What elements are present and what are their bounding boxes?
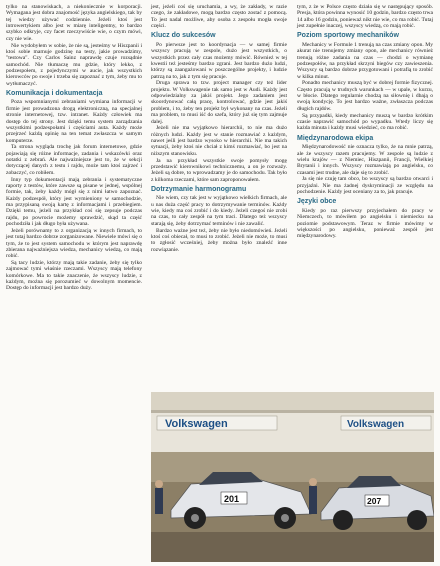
banner-left-text: Volkswagen: [165, 418, 228, 430]
paragraph: Poza wspomnianymi zebraniami wymiana informacji w firmie jest prowadzona drogą elektroniczną, na specjalnej stronie internetowej, tzw. intranet. Każdy człowiek ma dostęp do tej strony. Jest dzięki temu system zarządzania wszystkimi podzespołami i częściami auta. Każdy może przejrzeć każdą opinię na ten temat zwłaszcza w samym komputerze.: [6, 99, 142, 144]
floor-shadow: [151, 532, 434, 562]
banner-right-text: Volkswagen: [347, 419, 405, 430]
paragraph: tylko na stanowiskach, a niekoniecznie w korporacji. Wymagana jest dobra znajomość języka angielskiego, tak by tej wiedzy używać codziennie. Jeżeli ktoś jest introwertykiem albo jest w miarę inteligentny, to bardzo szybko odkryje, czy facet rzeczywiście wie, o czym mówi, czy nie wie.: [6, 4, 142, 42]
paragraph: Kiedy po raz pierwszy przyjechałem do pracy w Niemczech, to mówiłem po angielsku i niemiecku na poziomie podstawowym. Teraz w firmie mówimy w większości po angielsku, ponieważ zespół jest międzynarodowy.: [297, 207, 433, 240]
paragraph: tym, z że w Polsce często działa się w następujący sposób. Presja, która powinna wynosić 10 godzin, bardzo często trwa 14 albo 16 godzin, ponieważ nikt nie wie, co ma robić. Tutaj jest zupełnie inaczej, wszyscy wiedzą, co mają robić.: [297, 4, 433, 30]
car-number-right: 207: [367, 496, 382, 506]
paragraph: jest, jeżeli coś się uruchamia, a wy, że zakłady, w razie czego, że zakładowe, mogą bardzo często zostać z pomocą. To jest nadal możliwe, aby osoba z zespołu mogła swoje części.: [151, 4, 287, 30]
paragraph: Jeżeli porównamy to z organizacją w innych firmach, to jest tutaj bardzo dobrze zorganizowane. Niewiele mówi się o tym, że to jest system samochodu w którym jest naprawdę zbierana najważniejsza wiedza, mechanicy wiedzą, co mają robić.: [6, 227, 142, 260]
photo-illustration: [151, 392, 434, 562]
paragraph: Mechanicy w Formule 1 trenują na czas zmiany opon. My akurat nie trenujemy zmiany opon, ale mechanicy również trenują różne zadania na czas — chodzi o wymianę podzespołów, na przykład skrzyni biegów czy zawieszenia. Wszyscy są bardzo dobrze przygotowani i potrafią to zrobić w kilka minut.: [297, 41, 433, 80]
section-heading: Poziom sportowy mechaników: [297, 32, 399, 40]
paragraph: Nie wiem, czy tak jest w wyjątkowo wielkich firmach, ale u nas duża część pracy to dotrzymywanie terminów. Każdy wie, kiedy ma coś zrobić i do kiedy. Jeżeli czegoś nie zrobi na czas, to cały zespół na tym traci. Dlatego też wszyscy starają się, żeby dotrzymać terminów i nie zawalić.: [151, 195, 287, 227]
text-column-1: [6, 4, 142, 292]
paragraph: Są przypadki, kiedy mechanicy muszą w bardzo krótkim czasie naprawić samochód po wypadku. Wtedy liczy się każda minuta i każdy musi wiedzieć, co ma robić.: [297, 112, 433, 132]
paragraph: Ja na przykład wszystkie swoje pomysły mogę przedstawić kierownikowi technicznemu, a on je rozważy. Jeżeli są dobre, to wprowadzamy je do samochodu. Tak było z kilkoma rzeczami, które sam zaproponowałem.: [151, 157, 287, 183]
paragraph: Ta strona wygląda trochę jak forum internetowe, gdzie pojawiają się różne informacje, zadania i wskazówki oraz notatki z zebrań. Ale najważniejsze jest to, że w sekcji dotyczącej danych z testu i rajdu, może tam ktoś zajrzeć i zobaczyć, co robiłem.: [6, 144, 142, 176]
service-park-photo: [151, 392, 434, 562]
tent-edge: [151, 410, 434, 413]
paragraph: Bardzo ważne jest też, żeby nie było niedomówień. Jeżeli ktoś coś obiecał, to musi to zrobić. Jeżeli nie może, to musi to zgłosić wcześniej, żeby można było znaleźć inne rozwiązanie.: [151, 227, 287, 253]
paragraph: Międzynarodowość nie oznacza tylko, że na mnie patrzą, ale że wszyscy razem pracujemy. W zespole są ludzie z wielu krajów — z Niemiec, Hiszpanii, Francji, Wielkiej Brytanii i innych. Wszyscy rozmawiają po angielsku, co czasami jest trudne, ale daje się to zrobić.: [297, 144, 433, 176]
paragraph: Ja się nie czuję tam obco, bo wszyscy są bardzo otwarci i przyjaźni. Nie ma żadnej dyskryminacji ze względu na pochodzenie. Każdy jest oceniany za to, jak pracuje.: [297, 176, 433, 196]
paragraph: Nie wydobyłem w sobie, że nie są, jesteśmy w Hiszpanii i ktoś sobie marnuje godzinę na testy, jakie prowadzimy, "testowa". Czy Carlos Sainz naprawdę czuje rozsądnie samochód. Nie tłumaczę mu gdzie, który lekko, z podzespołem, z pojedynczymi w aucie, jak wszystkich kierowców po swoje i trzeba się zapoznać z tym, żeby mu to wytłumaczyć.: [6, 42, 142, 87]
text-column-2: [151, 4, 287, 254]
section-heading: Języki obce: [297, 198, 337, 206]
section-heading: Międzynarodowa ekipa: [297, 134, 374, 142]
paragraph: Ponadto mechanicy muszą być w dobrej formie fizycznej. Często pracują w trudnych warunkach — w upale, w kurzu, w błocie. Dlatego regularnie chodzą na siłownię i dbają o swoją kondycję. To jest bardzo ważne, zwłaszcza podczas długich rajdów.: [297, 80, 433, 112]
paragraph: Po pierwsze jest to koordynacja — w samej firmie wszyscy pracują w zespole, dużo jest wszystkich, o wszystkich przez cały czas możemy mówić. Również w tej kwestii też jesteśmy bardzo zgrani. Jest bardzo dużo ludzi, którzy są zaangażowani w poszczególne projekty, i ludzie patrzą na to, jak z tym się pracuje.: [151, 41, 287, 80]
car-number-left: 201: [224, 494, 240, 504]
section-heading: Klucz do sukcesów: [151, 32, 216, 40]
paragraph: Jeżeli nie ma wyjątkowo hierarchii, to nie ma dużo różnych ludzi. Każdy jest w stanie rozmawiać z każdym, nawet jeśli jest bardzo wysoko w hierarchii. Nie ma takich sytuacji, żeby ktoś nie chciał z kimś rozmawiać, bo jest na niższym stanowisku.: [151, 125, 287, 157]
paragraph: Inny typ dokumentacji mają zebrania i systematyczne raporty z testów, które zawsze są pisane w jednej, wspólnej formie, tak, żeby każdy mógł się z nimi łatwo zapoznać. Każdy podzespół, który jest wymieniony w samochodzie, ma przypisaną swoją kartę z informacjami i przebiegiem. Dzięki temu, jeżeli na przykład coś się zepsuje podczas rajdu, po powrocie możemy sprawdzić, skąd ta część pochodziła i jak długo była używana.: [6, 176, 142, 227]
text-column-3: [297, 4, 433, 240]
paragraph: Są tacy ludzie, którzy mają takie zadanie, żeby się tylko zajmować tymi właśnie rzeczami. Wszyscy mają telefony komórkowe. Ma to takie znaczenie, że wszyscy ludzie, z każdym, można się porozumieć w dowolnym momencie. Dostęp do informacji jest bardzo duży.: [6, 260, 142, 292]
section-heading: Komunikacja i dokumentacja: [6, 89, 103, 97]
section-heading: Dotrzymanie harmonogramu: [151, 185, 247, 193]
paragraph: Druga sprawa to tzw. project manager czy też lider projektu. W Volkswagenie tak samo jest w Audi. Każdy jest odpowiedzialny za jakiś projekt. Jego zadaniem jest skoordynować całą pracę, kontrolować, gdzie jest jakiś problem, i to, żeby ten projekt był wykonany na czas. Jeżeli ma problem, to musi iść do szefa, który już się tym zajmuje dalej.: [151, 80, 287, 125]
